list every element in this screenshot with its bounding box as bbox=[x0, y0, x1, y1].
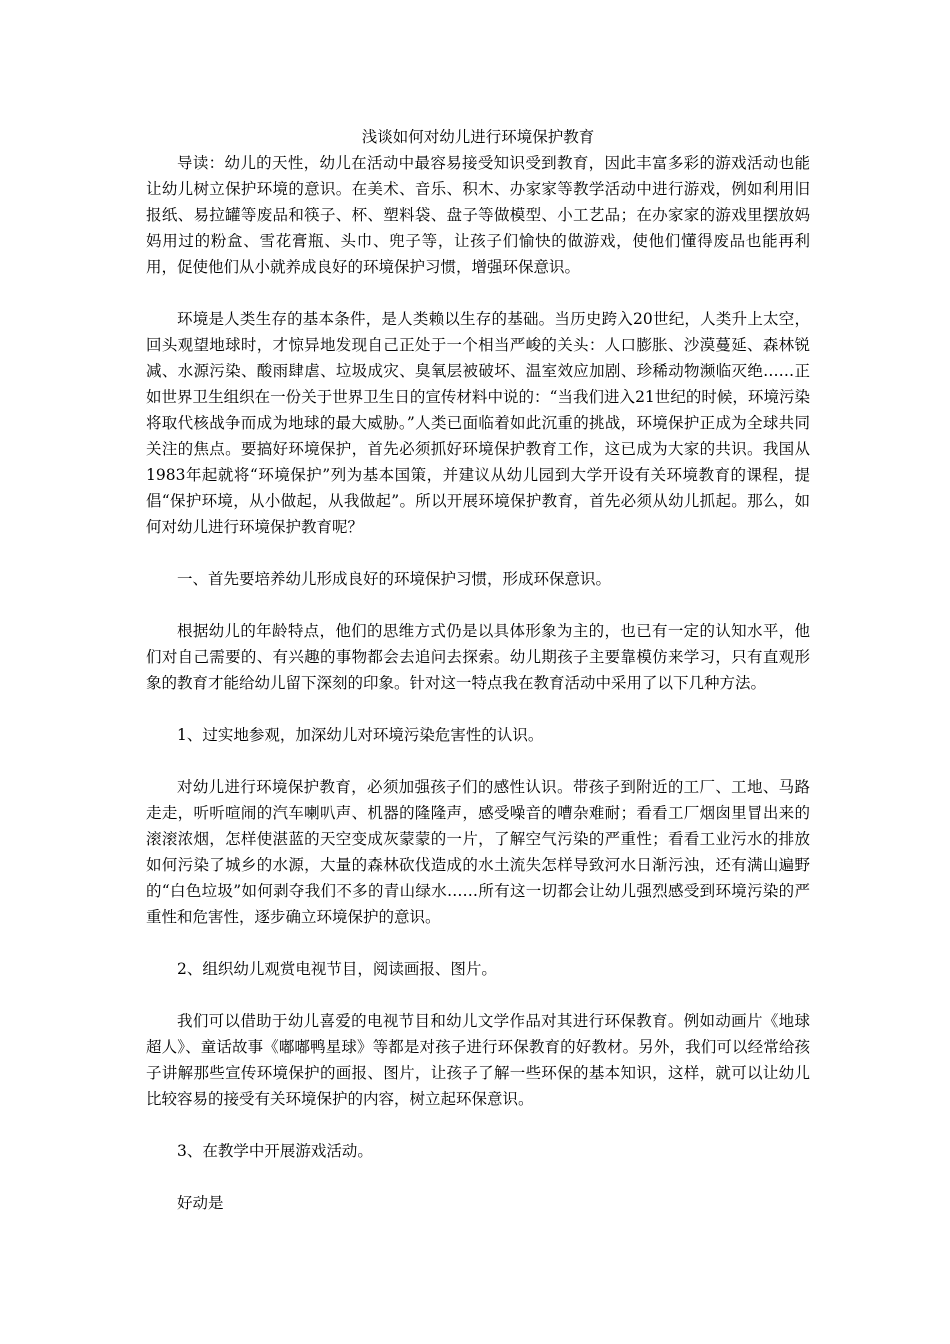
paragraph-truncated: 好动是 bbox=[177, 1194, 224, 1212]
method-heading-3: 3、在教学中开展游戏活动。 bbox=[177, 1142, 373, 1160]
method-heading-2: 2、组织幼儿观赏电视节目，阅读画报、图片。 bbox=[177, 960, 497, 978]
paragraph-tv-and-books: 我们可以借助于幼儿喜爱的电视节目和幼儿文学作品对其进行环保教育。例如动画片《地球超人》、童话故事《嘟嘟鸭星球》等都是对孩子进行环保教育的好教材。另外，我们可以经常给孩子讲解那些宣传环境保护的画报、图片，让孩子了解一些环保的基本知识，这样，就可以让幼儿比较容易的接受有关环境保护的内容，树立起环保意识。 bbox=[146, 1012, 810, 1108]
paragraph-age-traits: 根据幼儿的年龄特点，他们的思维方式仍是以具体形象为主的，也已有一定的认知水平，他们对自己需要的、有兴趣的事物都会去追问去探索。幼儿期孩子主要靠模仿来学习，只有直观形象的教育才能给幼儿留下深刻的印象。针对这一特点我在教育活动中采用了以下几种方法。 bbox=[146, 622, 810, 692]
method-heading-1: 1、过实地参观，加深幼儿对环境污染危害性的认识。 bbox=[177, 726, 544, 744]
paragraph-background: 环境是人类生存的基本条件，是人类赖以生存的基础。当历史跨入20世纪，人类升上太空，回头观望地球时，才惊异地发现自己正处于一个相当严峻的关头：人口膨胀、沙漠蔓延、森林锐减、水源污染、酸雨肆虐、垃圾成灾、臭氧层被破坏、温室效应加剧、珍稀动物濒临灭绝……正如世界卫生组织在一份关于世界卫生日的宣传材料中说的：“当我们进入21世纪的时候，环境污染将取代核战争而成为地球的最大威胁。”人类已面临着如此沉重的挑战，环境保护正成为全球共同关注的焦点。要搞好环境保护，首先必须抓好环境保护教育工作，这已成为大家的共识。我国从1983年起就将“环境保护”列为基本国策，并建议从幼儿园到大学开设有关环境教育的课程，提倡“保护环境，从小做起，从我做起”。所以开展环境保护教育，首先必须从幼儿抓起。那么，如何对幼儿进行环境保护教育呢？ bbox=[146, 310, 810, 536]
document-body bbox=[146, 124, 810, 1216]
paragraph-intro: 导读：幼儿的天性，幼儿在活动中最容易接受知识受到教育，因此丰富多彩的游戏活动也能让幼儿树立保护环境的意识。在美术、音乐、积木、办家家等教学活动中进行游戏，例如利用旧报纸、易拉罐等废品和筷子、杯、塑料袋、盘子等做模型、小工艺品；在办家家的游戏里摆放妈妈用过的粉盒、雪花膏瓶、头巾、兜子等，让孩子们愉快的做游戏，使他们懂得废品也能再利用，促使他们从小就养成良好的环境保护习惯，增强环保意识。 bbox=[146, 154, 810, 276]
paragraph-field-visit: 对幼儿进行环境保护教育，必须加强孩子们的感性认识。带孩子到附近的工厂、工地、马路走走，听听喧闹的汽车喇叭声、机器的隆隆声，感受噪音的嘈杂难耐；看看工厂烟囱里冒出来的滚滚浓烟，怎样使湛蓝的天空变成灰蒙蒙的一片，了解空气污染的严重性；看看工业污水的排放如何污染了城乡的水源，大量的森林砍伐造成的水土流失怎样导致河水日渐污浊，还有满山遍野的“白色垃圾”如何剥夺我们不多的青山绿水……所有这一切都会让幼儿强烈感受到环境污染的严重性和危害性，逐步确立环境保护的意识。 bbox=[146, 778, 810, 926]
section-heading-1: 一、首先要培养幼儿形成良好的环境保护习惯，形成环保意识。 bbox=[177, 570, 612, 588]
document-title: 浅谈如何对幼儿进行环境保护教育 bbox=[361, 128, 595, 146]
